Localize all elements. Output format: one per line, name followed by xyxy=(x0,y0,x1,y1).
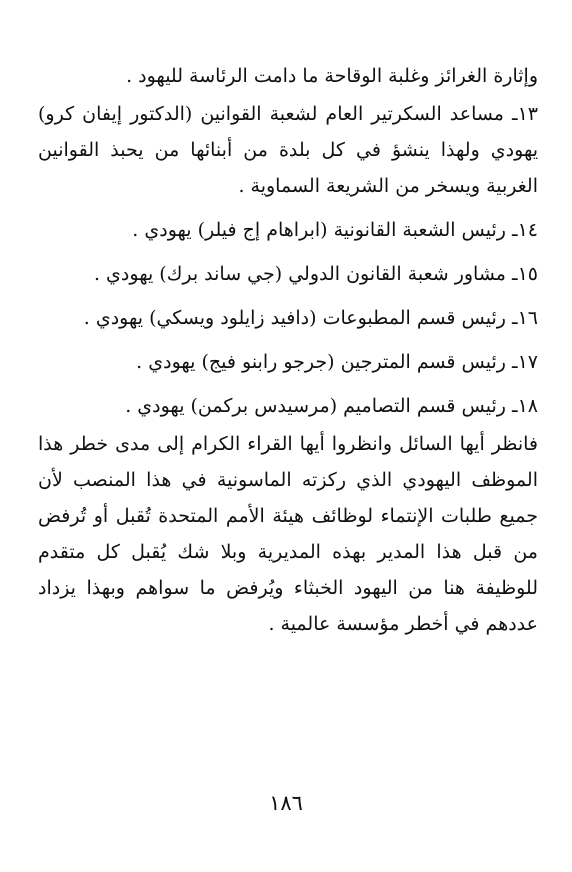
list-item-18: ١٨ـ رئيس قسم التصاميم (مرسيدس بركمن) يهودي . xyxy=(125,395,538,417)
page-number: ١٨٦ xyxy=(269,791,303,815)
list-item-16: ١٦ـ رئيس قسم المطبوعات (دافيد زايلود ويسكي) يهودي . xyxy=(83,307,538,329)
page-body xyxy=(38,58,538,642)
paragraph-intro: وإثارة الغرائز وغلبة الوقاحة ما دامت الرئاسة لليهود . xyxy=(126,65,538,87)
list-item-14: ١٤ـ رئيس الشعبة القانونية (ابراهام إج فيلر) يهودي . xyxy=(132,219,538,241)
paragraph-conclusion: فانظر أيها السائل وانظروا أيها القراء الكرام إلى مدى خطر هذا الموظف اليهودي الذي ركزته الماسونية في هذا المنصب لأن جميع طلبات الإنتماء لوظائف هيئة الأمم المتحدة تُقبل أو تُرفض من قبل هذا المدير بهذه المديرية وبلا شك يُقبل كل متقدم للوظيفة هنا من اليهود الخبثاء ويُرفض ما سواهم وبهذا يزداد عددهم في أخطر مؤسسة عالمية . xyxy=(38,433,538,635)
list-item-17: ١٧ـ رئيس قسم المترجين (جرجو رابنو فيج) يهودي . xyxy=(136,351,538,373)
list-item-15: ١٥ـ مشاور شعبة القانون الدولي (جي ساند برك) يهودي . xyxy=(93,263,538,285)
list-item-13: ١٣ـ مساعد السكرتير العام لشعبة القوانين (الدكتور إيفان كرو) يهودي ولهذا ينشؤ في كل بلدة من أبنائها من يحبذ القوانين الغربية ويسخر من الشريعة السماوية . xyxy=(38,103,538,197)
